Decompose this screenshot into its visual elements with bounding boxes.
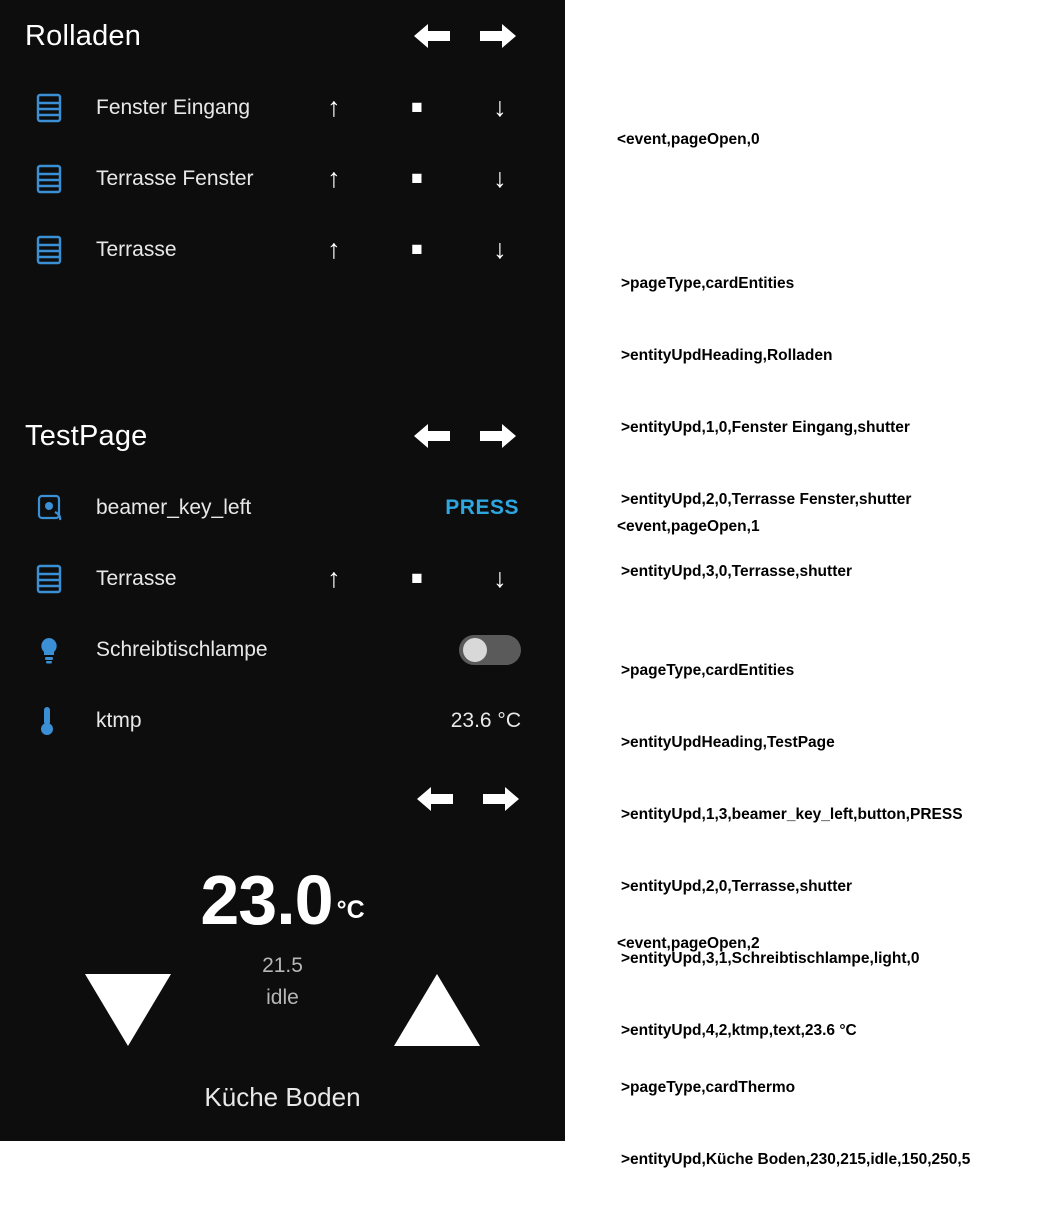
shutter-down-button[interactable]: ↓ — [493, 92, 507, 122]
shutter-up-button[interactable]: ↑ — [327, 563, 341, 593]
thermometer-icon — [36, 705, 80, 737]
temperature-unit: °C — [336, 895, 365, 924]
triangle-down-icon[interactable] — [85, 974, 171, 1046]
entity-label: Terrasse — [96, 566, 177, 590]
card-entities-rolladen — [0, 0, 565, 400]
shutter-stop-button[interactable]: ■ — [411, 97, 423, 118]
target-temperature: 21.5 — [262, 954, 303, 977]
page-title: TestPage — [25, 419, 148, 452]
entity-label: beamer_key_left — [96, 495, 252, 519]
log-line: >pageType,cardEntities — [621, 275, 795, 292]
list-item — [0, 543, 565, 614]
log-event: <event,pageOpen,1 — [617, 518, 760, 535]
press-button[interactable]: PRESS — [445, 495, 519, 519]
thermo-state: idle — [266, 986, 299, 1009]
nav-arrows — [415, 784, 543, 814]
shutter-icon — [36, 564, 80, 594]
list-item — [0, 614, 565, 685]
nav-arrows — [412, 21, 540, 51]
list-item — [0, 685, 565, 756]
entity-label: Fenster Eingang — [96, 95, 251, 119]
card-entities-testpage — [0, 400, 565, 760]
current-temperature-value: 23.0 — [200, 861, 333, 939]
arrow-left-icon[interactable] — [412, 421, 452, 451]
log-line: >entityUpd,1,0,Fenster Eingang,shutter — [621, 419, 910, 436]
list-item — [0, 214, 565, 285]
shutter-stop-button[interactable]: ■ — [411, 168, 423, 189]
list-item — [0, 472, 565, 543]
page-title: Rolladen — [25, 19, 142, 52]
entity-label: Schreibtischlampe — [96, 637, 268, 661]
log-line: >entityUpd,4,2,ktmp,text,23.6 °C — [621, 1022, 857, 1039]
log-spacer — [617, 587, 963, 611]
log-line: >entityUpdHeading,Rolladen — [621, 347, 833, 364]
arrow-left-icon[interactable] — [415, 784, 455, 814]
log-line: >entityUpd,3,1,Schreibtischlampe,light,0 — [621, 950, 920, 967]
log-line: >entityUpd,2,0,Terrasse,shutter — [621, 878, 853, 895]
log-line: >entityUpd,3,0,Terrasse,shutter — [621, 563, 853, 580]
list-item — [0, 72, 565, 143]
log-line: >entityUpd,2,0,Terrasse Fenster,shutter — [621, 491, 912, 508]
log-event: <event,pageOpen,2 — [617, 935, 760, 952]
serial-log-panel — [565, 0, 1045, 1168]
shutter-down-button[interactable]: ↓ — [493, 234, 507, 264]
log-line: >entityUpdHeading,TestPage — [621, 734, 835, 751]
thermo-body — [0, 838, 565, 1053]
log-block — [617, 884, 970, 1220]
shutter-up-button[interactable]: ↑ — [327, 92, 341, 122]
log-line: >pageType,cardEntities — [621, 662, 795, 679]
log-spacer — [617, 1004, 970, 1028]
card-thermo — [0, 760, 565, 1141]
arrow-right-icon[interactable] — [478, 21, 518, 51]
log-event: <event,pageOpen,0 — [617, 131, 760, 148]
card-header — [0, 760, 565, 838]
list-item — [0, 143, 565, 214]
entity-rows — [0, 72, 565, 285]
light-toggle[interactable] — [459, 635, 521, 665]
entity-label: Terrasse — [96, 237, 177, 261]
log-line: >pageType,cardThermo — [621, 1079, 796, 1096]
entity-label: Terrasse Fenster — [96, 166, 254, 190]
shutter-controls — [317, 165, 525, 192]
entity-rows — [0, 472, 565, 756]
button-icon — [36, 493, 80, 523]
card-header — [0, 400, 565, 472]
shutter-icon — [36, 235, 80, 265]
log-line: >entityUpd,1,3,beamer_key_left,button,PRESS — [621, 806, 963, 823]
shutter-down-button[interactable]: ↓ — [493, 563, 507, 593]
shutter-stop-button[interactable]: ■ — [411, 239, 423, 260]
shutter-stop-button[interactable]: ■ — [411, 568, 423, 589]
toggle-knob — [463, 638, 487, 662]
shutter-up-button[interactable]: ↑ — [327, 234, 341, 264]
entity-label: ktmp — [96, 708, 142, 732]
log-line: >entityUpd,Küche Boden,230,215,idle,150,250,5 — [621, 1151, 971, 1168]
nav-arrows — [412, 421, 540, 451]
bulb-icon — [36, 635, 80, 665]
entity-value: 23.6 °C — [450, 708, 521, 732]
triangle-up-icon[interactable] — [394, 974, 480, 1046]
shutter-controls — [317, 236, 525, 263]
thermo-name: Küche Boden — [204, 1082, 361, 1112]
shutter-icon — [36, 164, 80, 194]
shutter-controls — [317, 94, 525, 121]
log-spacer — [617, 200, 911, 224]
arrow-right-icon[interactable] — [478, 421, 518, 451]
shutter-down-button[interactable]: ↓ — [493, 163, 507, 193]
arrow-right-icon[interactable] — [481, 784, 521, 814]
shutter-up-button[interactable]: ↑ — [327, 163, 341, 193]
current-temperature — [0, 860, 565, 940]
arrow-left-icon[interactable] — [412, 21, 452, 51]
shutter-icon — [36, 93, 80, 123]
shutter-controls — [317, 565, 525, 592]
card-header — [0, 0, 565, 72]
